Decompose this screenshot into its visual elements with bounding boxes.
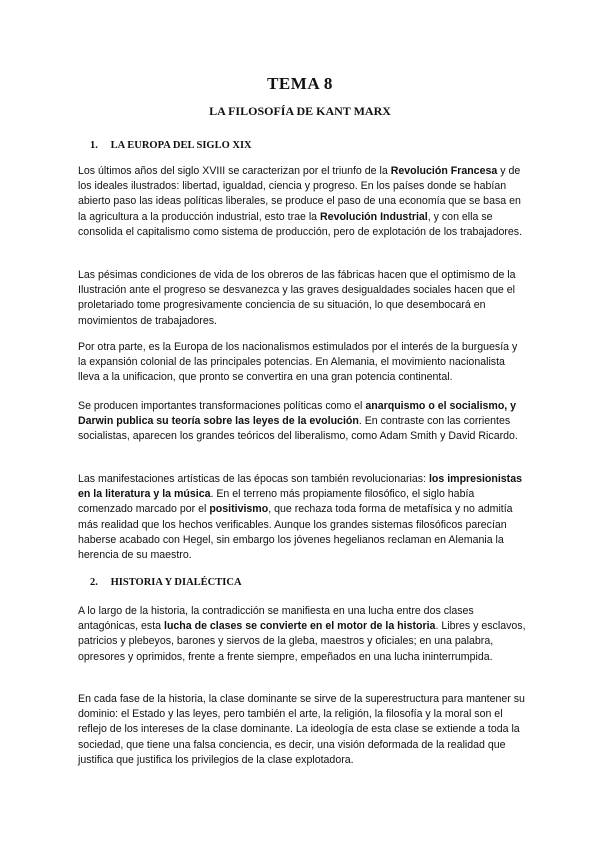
section-1-paragraph-3: [78, 340, 526, 386]
section-1-number: 1.: [90, 140, 98, 151]
text-run: . Libres y esclavos, patricios y plebeyos, barones y siervos de la gleba, maestros y oficiales; en una palabra, opresores y oprimidos, frente a frente siempre, empeñados en una lucha ininterrumpida.: [78, 620, 526, 663]
text-run: Se producen importantes transformaciones políticas como el: [78, 400, 366, 412]
text-run: . En contraste con las corrientes socialistas, aparecen los grandes teóricos del liberalismo, como Adam Smith y David Ricardo.: [78, 415, 518, 443]
text-run: . En el terreno más propiamente filosófico, el siglo había comenzado marcado por el: [78, 488, 475, 516]
section-1-paragraph-1: [78, 164, 526, 240]
text-run: Por otra parte, es la Europa de los nacionalismos estimulados por el interés de la burguesía y la expansión colonial de las principales potencias. En Alemania, el movimiento nacionalista lleva a la unificacion, que pronto se convertira en una gran potencia continental.: [78, 341, 518, 384]
section-2-heading: [90, 577, 242, 588]
text-run: A lo largo de la historia, la contradicción se manifiesta en una lucha entre dos clases antagónicas, esta: [78, 605, 474, 633]
section-2-paragraph-1: [78, 604, 526, 665]
section-1-paragraph-5: [78, 472, 526, 563]
bold-text-run: lucha de clases se convierte en el motor de la historia: [164, 620, 436, 633]
bold-text-run: Revolución Francesa: [390, 165, 498, 177]
section-2-number: 2.: [90, 577, 98, 588]
section-1-paragraph-4: [78, 399, 526, 445]
text-run: , y con ella se consolida el capitalismo como sistema de producción, pero de explotación de los trabajadores.: [78, 210, 523, 238]
text-run: y de los ideales ilustrados: libertad, igualdad, ciencia y progreso. En los países donde se habían abierto paso las ideas políticas liberales, se produce el paso de una economía que se basa en la agricultura a la producción industrial, esto trae la: [78, 165, 521, 223]
text-run: Las manifestaciones artísticas de las épocas son también revolucionarias:: [78, 473, 429, 485]
bold-text-run: anarquismo o el socialismo, y Darwin publica su teoría sobre las leyes de la evolución: [78, 400, 517, 428]
bold-text-run: positivismo: [209, 503, 269, 516]
document-title: TEMA 8: [267, 74, 333, 93]
section-1-paragraph-2: [78, 268, 526, 329]
section-1-title: LA EUROPA DEL SIGLO XIX: [110, 140, 252, 151]
section-2-paragraph-2: [78, 692, 526, 768]
bold-text-run: los impresionistas en la literatura y la música: [78, 473, 522, 501]
text-run: En cada fase de la historia, la clase dominante se sirve de la superestructura para mantener su dominio: el Estado y las leyes, pero también el arte, la religión, la filosofía y la moral son el reflejo de los intereses de la clase dominante. La ideología de esta clase se extiende a toda la sociedad, que tiene una falsa conciencia, es decir, una visión deformada de la realidad que justifica que justifica los privilegios de la clase explotadora.: [78, 693, 525, 766]
section-1-heading: [90, 140, 252, 151]
text-run: , que rechaza toda forma de metafísica y no admitía más realidad que los hechos verificables. Aunque los grandes sistemas filosóficos parecían haberse acabado con Hegel, sin embargo los jóvenes hegelianos reclaman en Alemania la herencia de su maestro.: [78, 503, 513, 562]
text-run: Los últimos años del siglo XVIII se caracterizan por el triunfo de la: [78, 165, 391, 177]
text-run: Las pésimas condiciones de vida de los obreros de las fábricas hacen que el optimismo de la Ilustración ante el progreso se desvanezca y las graves desigualdades sociales hacen que el proletariado tome progresivamente conciencia de su situación, lo que desembocará en movimientos de trabajadores.: [78, 269, 516, 327]
bold-text-run: Revolución Industrial: [320, 210, 428, 223]
section-2-title: HISTORIA Y DIALÉCTICA: [110, 577, 242, 588]
document-subtitle: LA FILOSOFÍA DE KANT MARX: [209, 104, 391, 118]
